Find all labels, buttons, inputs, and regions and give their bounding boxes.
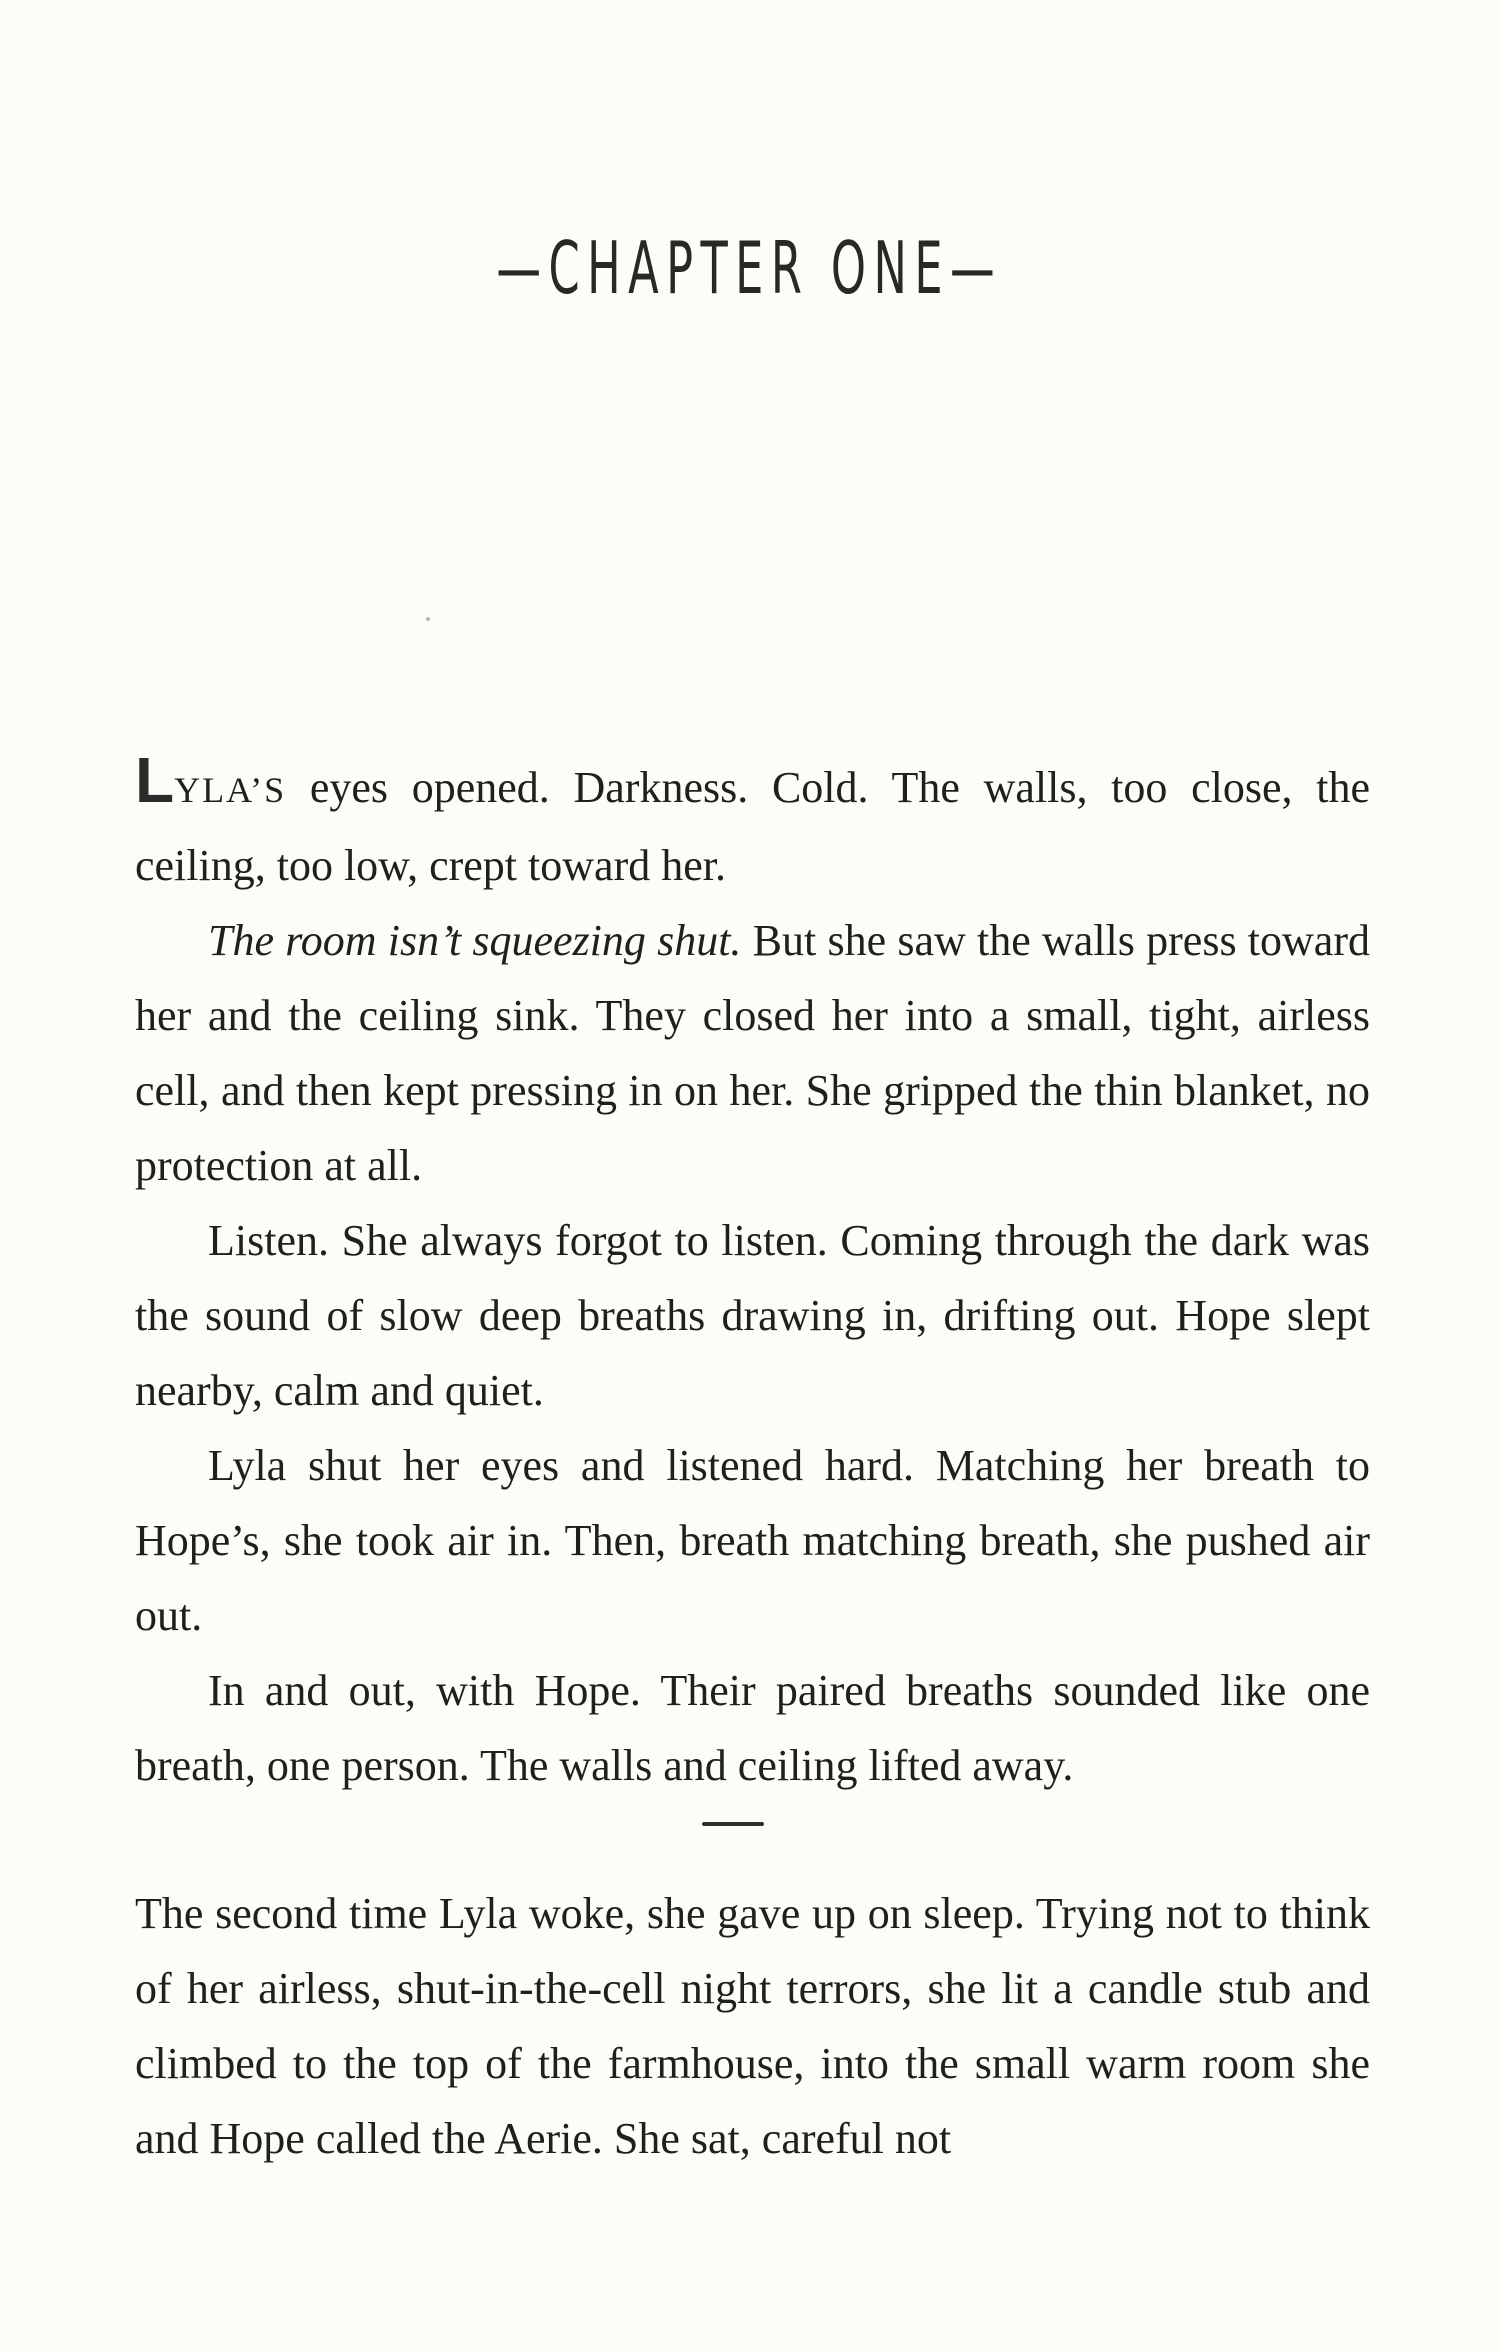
- paragraph-6: The second time Lyla woke, she gave up on sleep. Trying not to think of her airless, shut-in-the-cell night terrors, she lit a candle stub and climbed to the top of the farmhouse, into the small warm room she and Hope called the Aerie. She sat, careful not: [135, 1889, 1370, 2163]
- paragraph-3: Listen. She always forgot to listen. Coming through the dark was the sound of slow deep breaths drawing in, drifting out. Hope slept nearby, calm and quiet.: [135, 1216, 1370, 1415]
- paragraph-2-text: But she saw the walls press toward her and the ceiling sink. They closed her into a small, tight, airless cell, and then kept pressing in on her. She gripped the thin blanket, no protection at all.: [135, 916, 1370, 1190]
- opening-text: eyes opened. Darkness. Cold. The walls, too close, the ceiling, too low, crept toward her.: [135, 763, 1370, 890]
- italic-thought: The room isn’t squeezing shut.: [208, 916, 742, 965]
- story-text-part-two: [135, 1876, 1370, 2176]
- page-speck: [426, 617, 430, 621]
- paragraph-2: [135, 903, 1370, 1203]
- story-text-part-one: [135, 744, 1370, 1803]
- opening-paragraph: [135, 744, 1370, 903]
- paragraph-4: Lyla shut her eyes and listened hard. Matching her breath to Hope’s, she took air in. Then, breath matching breath, she pushed air out.: [135, 1441, 1370, 1640]
- drop-cap: L: [135, 744, 175, 816]
- chapter-title: —CHAPTER ONE—: [496, 226, 1003, 310]
- opening-smallcaps: YLA’S: [174, 770, 287, 810]
- scene-break-divider: [702, 1822, 764, 1826]
- paragraph-5: In and out, with Hope. Their paired breaths sounded like one breath, one person. The walls and ceiling lifted away.: [135, 1666, 1370, 1790]
